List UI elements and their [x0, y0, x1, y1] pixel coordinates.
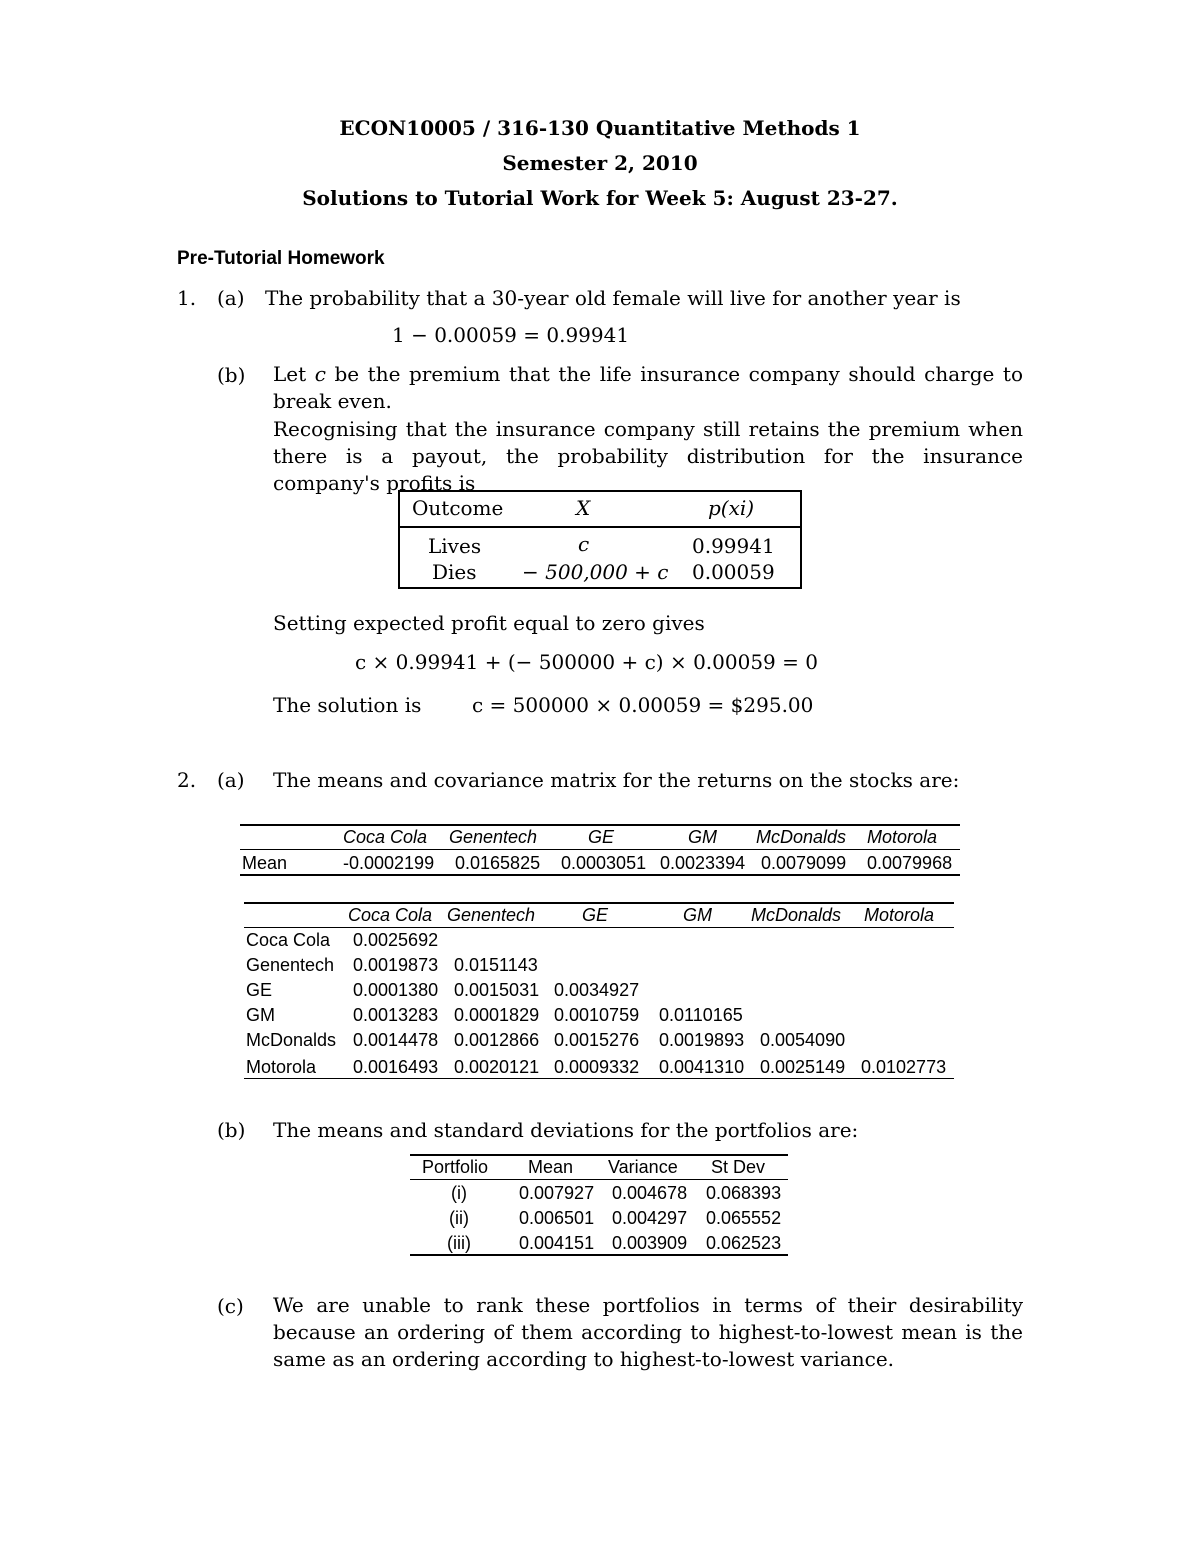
portfolio-col-portfolio: Portfolio [422, 1157, 489, 1177]
cov-cell: 0.0041310 [659, 1057, 745, 1077]
mean-genentech: 0.0165825 [455, 853, 541, 873]
cov-col-cocacola: Coca Cola [348, 905, 433, 925]
portfolio-name: (i) [451, 1183, 467, 1203]
cov-col-genentech: Genentech [447, 905, 536, 925]
q1b-text [273, 361, 1023, 415]
means-bottom-rule [240, 874, 960, 876]
cov-cell: 0.0001829 [454, 1005, 540, 1025]
cov-cell: 0.0054090 [760, 1030, 846, 1050]
cov-row-label: GM [246, 1005, 275, 1025]
outcome-lives: Lives [428, 534, 482, 558]
q1b-var-c: c [314, 362, 326, 386]
q2b-label: (b) [217, 1118, 246, 1142]
portfolio-col-variance: Variance [608, 1157, 678, 1177]
means-row-label: Mean [242, 853, 288, 873]
cov-cell: 0.0025692 [353, 930, 439, 950]
cov-col-motorola: Motorola [864, 905, 935, 925]
cov-cell: 0.0015276 [554, 1030, 640, 1050]
portfolio-cell: 0.068393 [706, 1183, 782, 1203]
cov-cell: 0.0001380 [353, 980, 439, 1000]
cov-bottom-rule [244, 1078, 954, 1079]
outcome-table-divider [400, 526, 800, 528]
cov-col-gm: GM [683, 905, 712, 925]
cov-top-rule [244, 902, 954, 904]
portfolio-name: (iii) [447, 1233, 471, 1253]
q1b-text-pre: Let [273, 362, 315, 386]
q2a-label: (a) [217, 768, 245, 792]
portfolio-col-stdev: St Dev [711, 1157, 766, 1177]
setting-text: Setting expected profit equal to zero gives [273, 611, 705, 635]
cov-cell: 0.0016493 [353, 1057, 439, 1077]
q2c-text: We are unable to rank these portfolios in terms of their desirability because an ordering of them according to highest-to-lowest mean is the same as an ordering according to highest-to-lowest variance. [273, 1293, 1023, 1371]
mean-cocacola: -0.0002199 [343, 853, 435, 873]
setting-equation: c × 0.99941 + (− 500000 + c) × 0.00059 = 0 [355, 650, 818, 674]
cov-row-label: Coca Cola [246, 930, 331, 950]
q1-number: 1. [177, 286, 197, 310]
means-top-rule [240, 824, 960, 826]
mean-mcdonalds: 0.0079099 [761, 853, 847, 873]
cov-cell: 0.0019893 [659, 1030, 745, 1050]
solution-equation: c = 500000 × 0.00059 = $295.00 [472, 693, 814, 717]
portfolio-cell: 0.065552 [706, 1208, 782, 1228]
q1b-text2: Recognising that the insurance company still retains the premium when there is a payout, the probability distribution for the insurance company's profits is [273, 417, 1023, 495]
means-col-genentech: Genentech [449, 827, 538, 847]
portfolio-cell: 0.062523 [706, 1233, 782, 1253]
portfolio-cell: 0.006501 [519, 1208, 595, 1228]
outcome-header: Outcome [412, 496, 504, 520]
q1a-label: (a) [217, 286, 245, 310]
q1b-text-post: be the premium that the life insurance company should charge to break even. [273, 362, 1023, 413]
portfolio-bottom-rule [410, 1254, 788, 1256]
p-lives: 0.99941 [692, 534, 775, 558]
cov-cell: 0.0010759 [554, 1005, 640, 1025]
q1a-equation: 1 − 0.00059 = 0.99941 [392, 323, 630, 347]
cov-col-ge: GE [582, 905, 609, 925]
q1b-label: (b) [217, 363, 246, 387]
cov-cell: 0.0014478 [353, 1030, 439, 1050]
x-dies: − 500,000 + c [522, 560, 669, 584]
portfolio-name: (ii) [449, 1208, 469, 1228]
section-title: Pre-Tutorial Homework [177, 248, 385, 269]
means-col-cocacola: Coca Cola [343, 827, 428, 847]
portfolio-mid-rule [410, 1179, 788, 1180]
cov-cell: 0.0151143 [454, 955, 538, 975]
cov-row-label: McDonalds [246, 1030, 337, 1050]
cov-cell: 0.0013283 [353, 1005, 439, 1025]
portfolio-cell: 0.004151 [519, 1233, 595, 1253]
cov-cell: 0.0110165 [659, 1005, 743, 1025]
doc-semester: Semester 2, 2010 [502, 151, 698, 175]
cov-row-label: GE [246, 980, 273, 1000]
cov-cell: 0.0034927 [554, 980, 640, 1000]
portfolio-cell: 0.004678 [612, 1183, 688, 1203]
p-header: p(xi) [708, 496, 755, 520]
cov-cell: 0.0019873 [353, 955, 439, 975]
cov-col-mcdonalds: McDonalds [751, 905, 842, 925]
portfolio-cell: 0.007927 [519, 1183, 595, 1203]
cov-row-label: Motorola [246, 1057, 317, 1077]
solution-label: The solution is [273, 693, 422, 717]
mean-motorola: 0.0079968 [867, 853, 953, 873]
cov-cell: 0.0025149 [760, 1057, 846, 1077]
cov-cell: 0.0020121 [454, 1057, 540, 1077]
portfolio-cell: 0.003909 [612, 1233, 688, 1253]
portfolio-top-rule [410, 1154, 788, 1156]
outcome-dies: Dies [432, 560, 477, 584]
mean-gm: 0.0023394 [660, 853, 746, 873]
x-lives: c [578, 532, 590, 556]
q2c-label: (c) [217, 1294, 244, 1318]
means-col-gm: GM [688, 827, 717, 847]
q2b-text: The means and standard deviations for the portfolios are: [273, 1118, 859, 1142]
cov-row-label: Genentech [246, 955, 335, 975]
means-col-mcdonalds: McDonalds [756, 827, 847, 847]
mean-ge: 0.0003051 [561, 853, 647, 873]
means-col-ge: GE [588, 827, 615, 847]
q2a-text: The means and covariance matrix for the returns on the stocks are: [273, 768, 960, 792]
x-header: X [576, 496, 591, 520]
portfolio-col-mean: Mean [528, 1157, 574, 1177]
cov-mid-rule [244, 927, 954, 928]
means-mid-rule [240, 849, 960, 850]
outcome-table [398, 490, 802, 589]
cov-cell: 0.0015031 [454, 980, 540, 1000]
means-col-motorola: Motorola [867, 827, 938, 847]
q2-number: 2. [177, 768, 197, 792]
p-dies: 0.00059 [692, 560, 775, 584]
cov-cell: 0.0102773 [861, 1057, 947, 1077]
doc-title: ECON10005 / 316-130 Quantitative Methods 1 [339, 116, 861, 140]
q1a-text: The probability that a 30-year old female will live for another year is [265, 286, 961, 310]
portfolio-cell: 0.004297 [612, 1208, 688, 1228]
doc-subtitle: Solutions to Tutorial Work for Week 5: August 23-27. [302, 186, 898, 210]
cov-cell: 0.0009332 [554, 1057, 640, 1077]
cov-cell: 0.0012866 [454, 1030, 540, 1050]
